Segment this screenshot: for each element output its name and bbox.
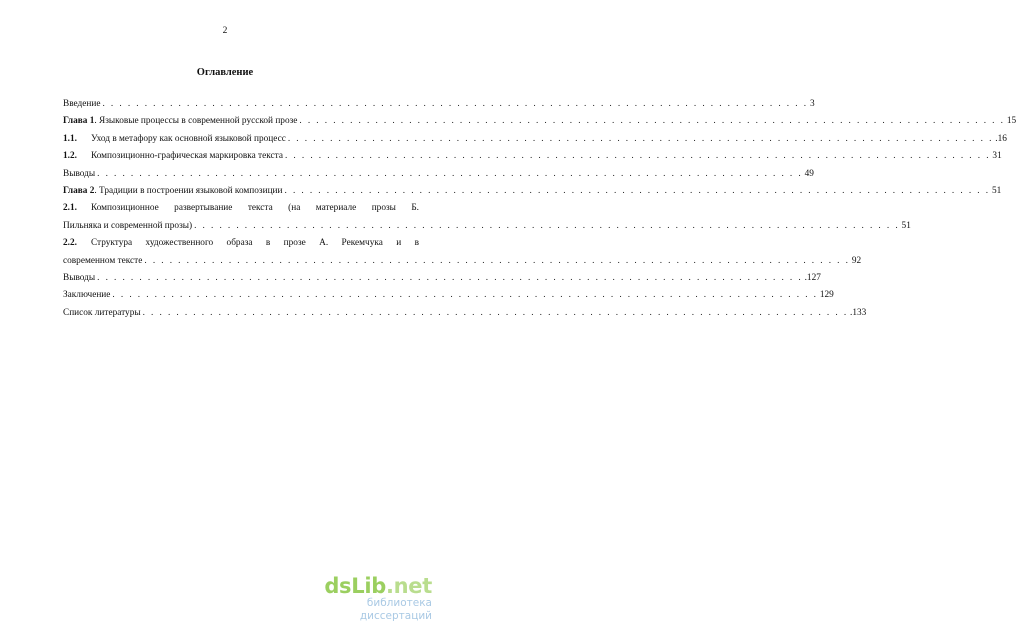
toc-entry-line [63,235,419,252]
toc-section-number: 2.2. [63,238,77,249]
watermark-logo-domain: .net [385,574,432,598]
toc-entry-page: .16 [995,133,1007,144]
toc-entry-section-1-2[interactable] [63,148,1002,165]
toc-entry-label [63,183,283,200]
toc-entry-label: Композиционно-графическая маркировка текста [90,151,283,162]
toc-chapter-title: . Традиции в построении языковой композиции [94,185,283,196]
toc-entry-page: 15 [1006,116,1016,127]
toc-leader-dots: . . . . . . . . . . . . . . . . . . . . . . . . . . . . . . . . . . . . . . . . . . . . . . . . . . . . . . . . . . . . . . . . . . . . . . . . . . . . . . . . . . . . [194,220,900,231]
toc-entry-bibliography[interactable] [63,305,867,322]
toc-entry-section-1-1[interactable] [63,131,1007,148]
toc-entry-introduction[interactable] [63,96,815,113]
toc-section-number: 1.1. [63,133,77,144]
toc-entry-line [63,218,911,235]
toc-entry-page: 31 [992,151,1002,162]
toc-chapter-label: Глава 1 [63,116,95,127]
toc-entry-label: Композиционное развертывание текста (на материале прозы Б. [90,203,419,214]
table-of-contents [63,96,1016,322]
watermark-logo-name: dsLib [324,574,386,598]
toc-entry-chapter-2[interactable] [63,183,1002,200]
toc-leader-dots: . . . . . . . . . . . . . . . . . . . . . . . . . . . . . . . . . . . . . . . . . . . . . . . . . . . . . . . . . . . . . . . . . . . . . . . . . . . . . . . . . . . . [299,116,1005,127]
toc-section-number: 1.2. [63,151,77,162]
toc-leader-dots: . . . . . . . . . . . . . . . . . . . . . . . . . . . . . . . . . . . . . . . . . . . . . . . . . . . . . . . . . . . . . . . . . . . . . . . . . . . . . . . . . . . . [112,290,818,301]
toc-entry-section-2-2[interactable] [63,235,862,270]
toc-entry-page: 51 [901,220,911,231]
page-number: 2 [222,26,228,36]
toc-entry-label: Выводы [63,168,96,179]
toc-leader-dots: . . . . . . . . . . . . . . . . . . . . . . . . . . . . . . . . . . . . . . . . . . . . . . . . . . . . . . . . . . . . . . . . . . . . . . . . . . . . . . . . . . . . [102,99,808,109]
toc-entry-label: Пильняка и современной прозы) [63,220,193,231]
toc-title: Оглавление [196,67,254,78]
toc-entry-page: 129 [819,290,834,301]
toc-entry-label: современном тексте [63,255,143,266]
toc-entry-page: .127 [804,272,821,283]
toc-entry-label: Выводы [63,272,96,283]
toc-leader-dots: . . . . . . . . . . . . . . . . . . . . . . . . . . . . . . . . . . . . . . . . . . . . . . . . . . . . . . . . . . . . . . . . . . . . . . . . . . . . . . . . . . . . [97,272,803,283]
toc-entry-section-2-1[interactable] [63,200,911,235]
toc-entry-label: Введение [63,99,101,109]
toc-leader-dots: . . . . . . . . . . . . . . . . . . . . . . . . . . . . . . . . . . . . . . . . . . . . . . . . . . . . . . . . . . . . . . . . . . . . . . . . . . . . . . . . . . . . [144,255,850,266]
toc-entry-label: Уход в метафору как основной языковой процесс [90,133,286,144]
toc-entry-page: .133 [850,307,867,318]
toc-entry-conclusion[interactable] [63,287,834,304]
watermark-tagline: библиотека диссертаций [359,597,432,622]
site-watermark [292,575,432,623]
toc-leader-dots: . . . . . . . . . . . . . . . . . . . . . . . . . . . . . . . . . . . . . . . . . . . . . . . . . . . . . . . . . . . . . . . . . . . . . . . . . . . . . . . . . . . . [97,168,803,179]
toc-entry-page: 49 [804,168,814,179]
toc-entry-conclusions-2[interactable] [63,270,821,287]
toc-entry-label: Список литературы [63,307,141,318]
toc-entry-page: 3 [809,99,815,109]
watermark-logo [292,575,432,597]
toc-chapter-title: . Языковые процессы в современной русской прозе [94,116,298,127]
toc-entry-page: 92 [851,255,862,266]
toc-leader-dots: . . . . . . . . . . . . . . . . . . . . . . . . . . . . . . . . . . . . . . . . . . . . . . . . . . . . . . . . . . . . . . . . . . . . . . . . . . . . . . . . . . . . [284,151,991,162]
toc-entry-label: Структура художественного образа в прозе А. Рекемчука и в [90,238,419,249]
toc-section-number: 2.1. [63,203,77,214]
toc-entry-label: Заключение [63,290,111,301]
toc-leader-dots: . . . . . . . . . . . . . . . . . . . . . . . . . . . . . . . . . . . . . . . . . . . . . . . . . . . . . . . . . . . . . . . . . . . . . . . . . . . . . . . . . . . . [287,133,994,144]
toc-entry-conclusions-1[interactable] [63,166,814,183]
toc-entry-label [63,113,297,130]
toc-entry-line [63,253,862,270]
toc-leader-dots: . . . . . . . . . . . . . . . . . . . . . . . . . . . . . . . . . . . . . . . . . . . . . . . . . . . . . . . . . . . . . . . . . . . . . . . . . . . . . . . . . . . . [284,185,990,196]
toc-leader-dots: . . . . . . . . . . . . . . . . . . . . . . . . . . . . . . . . . . . . . . . . . . . . . . . . . . . . . . . . . . . . . . . . . . . . . . . . . . . . . . . . . . . . [142,307,849,318]
toc-entry-chapter-1[interactable] [63,113,1016,130]
toc-entry-line [63,200,419,217]
toc-chapter-label: Глава 2 [63,185,95,196]
toc-entry-page: 51 [991,185,1002,196]
